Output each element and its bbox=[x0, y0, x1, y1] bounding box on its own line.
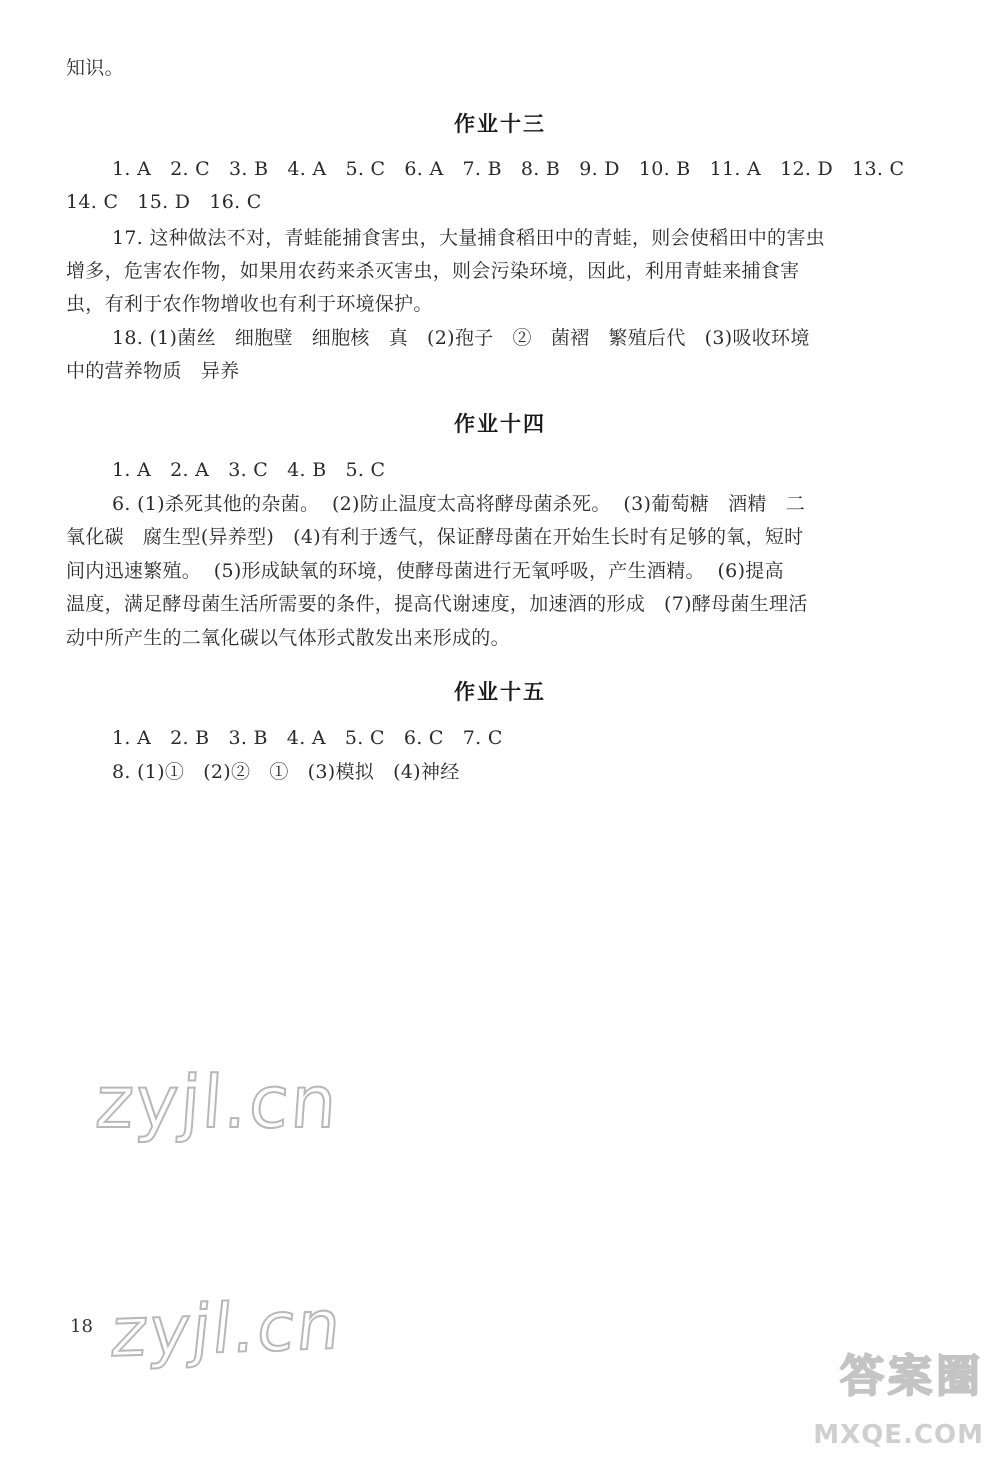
answer-line: 增多，危害农作物，如果用农药来杀灭害虫，则会污染环境，因此，利用青蛙来捕食害 bbox=[66, 260, 800, 282]
answer-line: 17. 这种做法不对，青蛙能捕食害虫，大量捕食稻田中的青蛙，则会使稻田中的害虫 bbox=[112, 227, 825, 249]
answer-line: 虫，有利于农作物增收也有利于环境保护。 bbox=[66, 293, 433, 315]
corner-logo bbox=[784, 1340, 984, 1450]
watermark-text: zyjl.cn bbox=[107, 1286, 347, 1373]
answer-line: 8. (1)① (2)② ① (3)模拟 (4)神经 bbox=[112, 761, 460, 783]
answer-line: 氧化碳 腐生型(异养型) (4)有利于透气，保证酵母菌在开始生长时有足够的氧，短时 bbox=[66, 526, 804, 548]
answer-line: 间内迅速繁殖。 (5)形成缺氧的环境，使酵母菌进行无氧呼吸，产生酒精。 (6)提高 bbox=[66, 560, 784, 582]
corner-logo-url: MXQE.COM bbox=[813, 1420, 984, 1450]
section-heading-14: 作业十四 bbox=[454, 412, 546, 436]
answer-line: 中的营养物质 异养 bbox=[66, 360, 240, 382]
section-heading-13: 作业十三 bbox=[454, 112, 546, 136]
section-heading-15: 作业十五 bbox=[454, 680, 546, 704]
answer-line: 18. (1)菌丝 细胞壁 细胞核 真 (2)孢子 ② 菌褶 繁殖后代 (3)吸收环境 bbox=[112, 327, 810, 349]
answer-line: 1. A 2. C 3. B 4. A 5. C 6. A 7. B 8. B 9. D 10. B 11. A 12. D 13. C bbox=[112, 158, 905, 180]
answer-line: 6. (1)杀死其他的杂菌。 (2)防止温度太高将酵母菌杀死。 (3)葡萄糖 酒精 二 bbox=[112, 493, 806, 515]
intro-tail: 知识。 bbox=[66, 57, 124, 79]
answer-line: 1. A 2. B 3. B 4. A 5. C 6. C 7. C bbox=[112, 727, 503, 749]
corner-logo-title: 答案圈 bbox=[840, 1351, 984, 1402]
page-number: 18 bbox=[70, 1316, 93, 1337]
answer-line: 动中所产生的二氧化碳以气体形式散发出来形成的。 bbox=[66, 627, 510, 649]
answer-line: 温度，满足酵母菌生活所需要的条件，提高代谢速度，加速酒的形成 (7)酵母菌生理活 bbox=[66, 593, 808, 615]
watermark-text: zyjl.cn bbox=[93, 1060, 342, 1144]
answer-line: 1. A 2. A 3. C 4. B 5. C bbox=[112, 459, 386, 481]
answer-line: 14. C 15. D 16. C bbox=[66, 191, 262, 213]
